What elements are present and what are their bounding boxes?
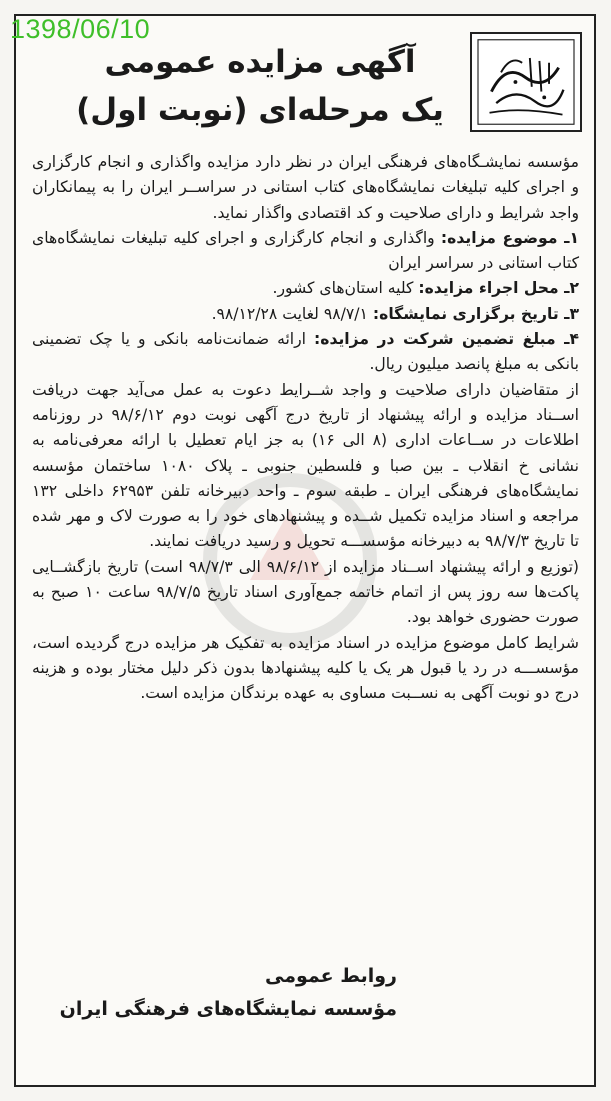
item-location [32, 276, 579, 301]
item-label: ۴ـ مبلغ تضمین شرکت در مزایده: [314, 330, 579, 349]
item-guarantee [32, 327, 579, 378]
intro-paragraph: مؤسسه نمایشـگاه‌های فرهنگی ایران در نظر دارد مزایده واگذاری و انجام کارگزاری و اجرای کلیه تبلیغات نمایشگاه‌های کتاب استانی در سراســر ایران را به پیمانکاران واجد شرایط و دارای صلاحیت و کد اقتصادی واگذار نماید. [32, 153, 579, 222]
distribution-paragraph: (توزیع و ارائه پیشنهاد اســناد مزایده از ۹۸/۶/۱۲ الی ۹۸/۷/۳ است) تاریخ بازگشــایی پاکت‌ها سه روز پس از اتمام خاتمه جمع‌آوری اسناد تاریخ ۹۸/۷/۵ ساعت ۱۰ صبح به صورت حضوری خواهد بود. [32, 557, 579, 627]
item-text: کلیه استان‌های کشور. [272, 279, 419, 298]
item-label: ۱ـ موضوع مزایده: [440, 228, 579, 247]
calligraphy-logo-icon [472, 34, 580, 130]
notice-subtitle: یک مرحله‌ای (نوبت اول) [76, 92, 444, 128]
conditions-paragraph: شرایط کامل موضوع مزایده در اسناد مزایده به تفکیک هر مزایده درج گردیده است، مؤسســـه در رد یا قبول هر یک یا کلیه پیشنهادها بدون ذکر دلیل مختار بوده و هزینه درج دو نوبت آگهی به نســبت مساوی به عهده برندگان مزایده است. [32, 633, 579, 703]
invitation-paragraph: از متقاضیان دارای صلاحیت و واجد شــرایط دعوت به عمل می‌آید جهت دریافت اســناد مزایده و ارائه پیشنهاد از تاریخ درج آگهی نوبت دوم ۹۸/۶/۱۲ در روزنامه اطلاعات در ســاعات اداری (۸ الی ۱۶) به جز ایام تعطیل با ارائه معرفی‌نامه به نشانی خ انقلاب ـ بین صبا و فلسطین جنوبی ـ پلاک ۱۰۸۰ ساختمان مؤسسه نمایشگاه‌های فرهنگی ایران ـ طبقه سوم ـ واحد دبیرخانه تلفن ۶۲۹۵۳ داخلی ۱۳۲ مراجعه و اسناد مزایده تکمیل شــده و پیشنهادهای خود را به صورت لاک و مهر شده تا تاریخ ۹۸/۷/۳ به دبیرخانه مؤسســـه تحویل و رسید دریافت نمایند. [32, 380, 579, 551]
item-text: واگذاری و انجام کارگزاری و اجرای کلیه تبلیغات نمایشگاه‌های کتاب استانی در سراسر ایران [32, 228, 579, 273]
item-text: ۹۸/۷/۱ لغایت ۹۸/۱۲/۲۸. [211, 304, 373, 323]
date-stamp: 1398/06/10 [10, 14, 151, 44]
item-text: ارائه ضمانت‌نامه بانکی و یا چک تضمینی بانکی به مبلغ پانصد میلیون ریال. [32, 330, 579, 374]
notice-title: آگهی مزایده عمومی [104, 44, 416, 80]
notice-body [32, 150, 579, 707]
item-label: ۲ـ محل اجراء مزایده: [418, 279, 579, 298]
signature-org: مؤسسه نمایشگاه‌های فرهنگی ایران [59, 998, 397, 1020]
signature-dept: روابط عمومی [265, 965, 397, 987]
institution-logo [470, 32, 582, 132]
item-label: ۳ـ تاریخ برگزاری نمایشگاه: [372, 304, 579, 323]
item-exhibition-date [32, 302, 579, 327]
item-subject [32, 226, 579, 277]
signature-block [60, 960, 397, 1026]
